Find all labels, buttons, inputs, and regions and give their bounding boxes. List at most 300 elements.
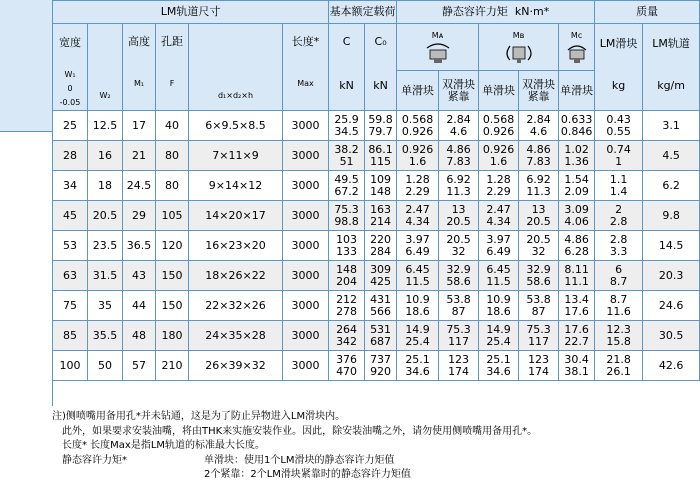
cell-mb1-top: 1.28 [486, 172, 511, 186]
cell-w2: 35 [88, 291, 123, 321]
rail-dims-header: LM轨道尺寸 [53, 1, 329, 24]
cell-max: 3000 [283, 141, 329, 171]
cell-ma1-bottom: 18.6 [405, 304, 430, 318]
cell-blk [595, 111, 643, 141]
cell-c0-bottom: 425 [370, 274, 392, 288]
cell-ma1-bottom: 11.5 [405, 274, 430, 288]
cell-hole: 24×35×28 [189, 321, 283, 351]
cell-ma1 [397, 261, 439, 291]
cell-c-bottom: 204 [336, 274, 358, 288]
cell-ma1-bottom: 4.34 [405, 214, 430, 228]
cell-mb1 [479, 261, 519, 291]
cell-mb2-bottom: 32 [531, 244, 546, 258]
cell-ma1-bottom: 1.6 [408, 154, 427, 168]
cell-ma2-top: 2.84 [446, 112, 471, 126]
cell-mb1 [479, 321, 519, 351]
cell-ma1 [397, 111, 439, 141]
table-row [53, 111, 700, 141]
cell-ma1 [397, 321, 439, 351]
cell-c [329, 201, 365, 231]
cell-w1: 34 [53, 171, 88, 201]
table-row [53, 201, 700, 231]
cell-mb1-top: 6.45 [486, 262, 511, 276]
mc-moment-icon [562, 42, 592, 64]
height-header: 高度 M₁ [123, 24, 156, 111]
cell-f: 150 [156, 291, 189, 321]
cell-ma1 [397, 291, 439, 321]
cell-ma1 [397, 141, 439, 171]
table-row [53, 231, 700, 261]
cell-c0 [365, 321, 397, 351]
cell-mb2 [519, 201, 559, 231]
basic-load-header: 基本额定载荷 [329, 1, 397, 24]
spec-table-body [53, 111, 700, 381]
cell-hole: 6×9.5×8.5 [189, 111, 283, 141]
cell-mb2 [519, 291, 559, 321]
mb-icon-cell: Mʙ [479, 24, 559, 71]
cell-c-top: 264 [336, 322, 358, 336]
cell-mb2-top: 4.86 [526, 142, 551, 156]
cell-blk-bottom: 3.3 [609, 244, 628, 258]
cell-hole: 9×14×12 [189, 171, 283, 201]
cell-ma2-bottom: 32 [451, 244, 466, 258]
cell-c0-bottom: 148 [370, 184, 392, 198]
cell-mc-top: 3.09 [564, 202, 589, 216]
cell-c-top: 49.5 [334, 172, 359, 186]
mb-double-header: 双滑块紧靠 [519, 71, 559, 111]
cell-max: 3000 [283, 111, 329, 141]
cell-ma1-top: 0.926 [401, 142, 434, 156]
cell-c-top: 38.2 [334, 142, 359, 156]
cell-c0-top: 431 [370, 292, 392, 306]
cell-hole: 16×23×20 [189, 231, 283, 261]
cell-c0 [365, 291, 397, 321]
cell-mc-bottom: 2.09 [564, 184, 589, 198]
cell-mc-bottom: 17.6 [564, 304, 589, 318]
ma-single-header: 单滑块 [397, 71, 439, 111]
cell-max: 3000 [283, 291, 329, 321]
cell-mb2-top: 32.9 [526, 262, 551, 276]
mb-single-header: 单滑块 [479, 71, 519, 111]
cell-m1: 48 [123, 321, 156, 351]
cell-blk-top: 6 [615, 262, 623, 276]
cell-m1: 57 [123, 351, 156, 381]
cell-mc-top: 8.11 [564, 262, 589, 276]
cell-c0 [365, 231, 397, 261]
cell-mb1-bottom: 0.926 [482, 124, 515, 138]
cell-c-bottom: 67.2 [334, 184, 359, 198]
cell-blk-bottom: 2.8 [609, 214, 628, 228]
cell-max: 3000 [283, 351, 329, 381]
cell-mb1-bottom: 11.5 [486, 274, 511, 288]
cell-blk-top: 8.7 [609, 292, 628, 306]
cell-f: 120 [156, 231, 189, 261]
cell-ma2-bottom: 58.6 [446, 274, 471, 288]
cell-mb2-top: 20.5 [526, 232, 551, 246]
ma-moment-icon [421, 42, 455, 64]
cell-blk-top: 0.74 [606, 142, 631, 156]
cell-c [329, 171, 365, 201]
cell-w2: 20.5 [88, 201, 123, 231]
cell-mc-top: 0.633 [560, 112, 593, 126]
cell-ma1-bottom: 6.49 [405, 244, 430, 258]
cell-mb2 [519, 351, 559, 381]
cell-c [329, 321, 365, 351]
cell-mb2-bottom: 174 [528, 364, 550, 378]
cell-mc [559, 111, 595, 141]
cell-mb1-top: 14.9 [486, 322, 511, 336]
cell-ma1-top: 1.28 [405, 172, 430, 186]
cell-blk-bottom: 8.7 [609, 274, 628, 288]
cell-ma2-top: 20.5 [446, 232, 471, 246]
cell-c [329, 261, 365, 291]
cell-mb2 [519, 111, 559, 141]
cell-c [329, 141, 365, 171]
table-row [53, 141, 700, 171]
cell-m1: 36.5 [123, 231, 156, 261]
cell-c0-bottom: 687 [370, 334, 392, 348]
cell-c0-bottom: 920 [370, 364, 392, 378]
cell-mb2-bottom: 117 [528, 334, 550, 348]
cell-mb2-bottom: 87 [531, 304, 546, 318]
cell-rail: 9.8 [643, 201, 700, 231]
spec-table [52, 0, 700, 381]
cell-c-bottom: 98.8 [334, 214, 359, 228]
cell-max: 3000 [283, 201, 329, 231]
cell-ma2-top: 32.9 [446, 262, 471, 276]
cell-ma2 [439, 201, 479, 231]
c0-header: C₀ kN [365, 24, 397, 111]
cell-blk-top: 2 [615, 202, 623, 216]
cell-ma2-top: 123 [448, 352, 470, 366]
cell-blk-top: 21.8 [606, 352, 631, 366]
cell-c0-top: 59.8 [368, 112, 393, 126]
cell-mc-bottom: 0.846 [560, 124, 593, 138]
note-3: 长度* 长度Max是指LM轨道的标准最大长度。 [62, 440, 266, 451]
rail-mass-header: LM轨道 kg/m [643, 24, 700, 111]
cell-w2: 35.5 [88, 321, 123, 351]
cell-w2: 18 [88, 171, 123, 201]
cell-blk-bottom: 0.55 [606, 124, 631, 138]
cell-c0-bottom: 79.7 [368, 124, 393, 138]
cell-c-top: 212 [336, 292, 358, 306]
cell-c0 [365, 261, 397, 291]
static-moment-header: 静态容许力矩 kN·m* [397, 1, 595, 24]
cell-blk-bottom: 11.6 [606, 304, 631, 318]
mc-single-header: 单滑块 [559, 71, 595, 111]
cell-c0-bottom: 214 [370, 214, 392, 228]
hole-header: d₁×d₂×h [189, 24, 283, 111]
ma-double-header: 双滑块紧靠 [439, 71, 479, 111]
cell-f: 105 [156, 201, 189, 231]
cell-mb1 [479, 291, 519, 321]
cell-ma1-top: 25.1 [405, 352, 430, 366]
cell-blk [595, 291, 643, 321]
cell-mc-top: 30.4 [564, 352, 589, 366]
cell-ma1 [397, 171, 439, 201]
table-row [53, 171, 700, 201]
note-1: 注)侧喷嘴用备用孔*并未钻通，这是为了防止异物进入LM滑块内。 [52, 411, 346, 422]
table-row [53, 291, 700, 321]
cell-w2: 23.5 [88, 231, 123, 261]
width-header: 宽度 W₁ 0 -0.05 [53, 24, 88, 111]
cell-c-bottom: 278 [336, 304, 358, 318]
cell-w2: 16 [88, 141, 123, 171]
cell-ma1-bottom: 25.4 [405, 334, 430, 348]
cell-c0 [365, 201, 397, 231]
cell-ma2 [439, 231, 479, 261]
cell-c0 [365, 171, 397, 201]
cell-ma2-bottom: 117 [448, 334, 470, 348]
cell-mc-top: 1.02 [564, 142, 589, 156]
cell-blk [595, 171, 643, 201]
cell-blk [595, 201, 643, 231]
pitch-header: 孔距 F [156, 24, 189, 111]
cell-mb2-top: 75.3 [526, 322, 551, 336]
cell-mb1 [479, 111, 519, 141]
cell-ma2-top: 4.86 [446, 142, 471, 156]
cell-mb1-top: 25.1 [486, 352, 511, 366]
cell-mb1 [479, 201, 519, 231]
cell-w1: 28 [53, 141, 88, 171]
cell-mb1-bottom: 4.34 [486, 214, 511, 228]
cell-hole: 14×20×17 [189, 201, 283, 231]
cell-ma2-top: 53.8 [446, 292, 471, 306]
cell-mb2-top: 6.92 [526, 172, 551, 186]
cell-blk-top: 2.8 [609, 232, 628, 246]
cell-mb2 [519, 171, 559, 201]
cell-m1: 21 [123, 141, 156, 171]
cell-mc-top: 4.86 [564, 232, 589, 246]
cell-ma2-top: 13 [451, 202, 466, 216]
cell-c0-top: 163 [370, 202, 392, 216]
cell-mc-bottom: 11.1 [564, 274, 589, 288]
cell-hole: 18×26×22 [189, 261, 283, 291]
cell-mb1-top: 2.47 [486, 202, 511, 216]
cell-c-bottom: 133 [336, 244, 358, 258]
cell-ma2-bottom: 7.83 [446, 154, 471, 168]
cell-mc [559, 321, 595, 351]
cell-c0-top: 109 [370, 172, 392, 186]
cell-c0-top: 737 [370, 352, 392, 366]
cell-c0-top: 86.1 [368, 142, 393, 156]
cell-c0-top: 309 [370, 262, 392, 276]
cell-mb1-top: 0.926 [482, 142, 515, 156]
cell-mc-top: 13.4 [564, 292, 589, 306]
cell-blk-top: 1.1 [609, 172, 628, 186]
cell-mb2-top: 13 [531, 202, 546, 216]
cell-mb1 [479, 171, 519, 201]
cell-f: 150 [156, 261, 189, 291]
cell-max: 3000 [283, 231, 329, 261]
cell-max: 3000 [283, 321, 329, 351]
cell-c [329, 231, 365, 261]
cell-mb1-bottom: 34.6 [486, 364, 511, 378]
cell-ma2-bottom: 174 [448, 364, 470, 378]
cell-mb2 [519, 321, 559, 351]
cell-mb2-top: 123 [528, 352, 550, 366]
cell-mb2-bottom: 11.3 [526, 184, 551, 198]
cell-ma2-bottom: 4.6 [449, 124, 468, 138]
ma-icon-cell: Mᴀ [397, 24, 479, 71]
cell-ma2-top: 75.3 [446, 322, 471, 336]
cell-ma2-bottom: 11.3 [446, 184, 471, 198]
cell-mb1-bottom: 1.6 [489, 154, 508, 168]
cell-ma2 [439, 141, 479, 171]
cell-hole: 7×11×9 [189, 141, 283, 171]
cell-f: 180 [156, 321, 189, 351]
cell-f: 210 [156, 351, 189, 381]
cell-mc-top: 17.6 [564, 322, 589, 336]
notes-block [52, 410, 537, 483]
cell-rail: 6.2 [643, 171, 700, 201]
cell-mb1-bottom: 2.29 [486, 184, 511, 198]
cell-m1: 43 [123, 261, 156, 291]
table-row [53, 351, 700, 381]
cell-c0-top: 220 [370, 232, 392, 246]
cell-mb1-bottom: 6.49 [486, 244, 511, 258]
cell-ma1-top: 2.47 [405, 202, 430, 216]
cell-mb2 [519, 261, 559, 291]
cell-blk-bottom: 26.1 [606, 364, 631, 378]
cell-ma2 [439, 291, 479, 321]
cell-c-bottom: 51 [339, 154, 354, 168]
cell-blk [595, 231, 643, 261]
cell-mc-bottom: 4.06 [564, 214, 589, 228]
cell-mc [559, 141, 595, 171]
cell-f: 80 [156, 171, 189, 201]
cell-mb1 [479, 351, 519, 381]
cell-ma1 [397, 201, 439, 231]
cell-c [329, 291, 365, 321]
c-header: C kN [329, 24, 365, 111]
cell-c-top: 376 [336, 352, 358, 366]
note-5: 2个紧靠：2个LM滑块紧靠时的静态容许力矩值 [204, 469, 411, 480]
cell-w1: 25 [53, 111, 88, 141]
cell-blk-top: 12.3 [606, 322, 631, 336]
cell-max: 3000 [283, 171, 329, 201]
cell-c0-bottom: 566 [370, 304, 392, 318]
cell-rail: 24.6 [643, 291, 700, 321]
cell-mb2-bottom: 20.5 [526, 214, 551, 228]
cell-mc-bottom: 22.7 [564, 334, 589, 348]
cell-hole: 26×39×32 [189, 351, 283, 381]
cell-mb2 [519, 141, 559, 171]
cell-mc-bottom: 6.28 [564, 244, 589, 258]
cell-blk [595, 351, 643, 381]
cell-hole: 22×32×26 [189, 291, 283, 321]
cell-mc [559, 291, 595, 321]
cell-c0-bottom: 115 [370, 154, 392, 168]
cell-c [329, 351, 365, 381]
cell-ma2-bottom: 87 [451, 304, 466, 318]
cell-w2: 50 [88, 351, 123, 381]
block-mass-header: LM滑块 kg [595, 24, 643, 111]
cell-mb2-top: 2.84 [526, 112, 551, 126]
mc-icon-cell: Mᴄ [559, 24, 595, 71]
cell-blk [595, 261, 643, 291]
left-margin-band [0, 0, 53, 406]
cell-ma2-bottom: 20.5 [446, 214, 471, 228]
cell-w1: 63 [53, 261, 88, 291]
cell-m1: 29 [123, 201, 156, 231]
cell-ma1-bottom: 34.6 [405, 364, 430, 378]
cell-blk [595, 141, 643, 171]
table-row [53, 321, 700, 351]
cell-mb2-bottom: 4.6 [529, 124, 548, 138]
cell-mc-bottom: 38.1 [564, 364, 589, 378]
cell-c0 [365, 141, 397, 171]
cell-c0 [365, 351, 397, 381]
cell-w1: 45 [53, 201, 88, 231]
cell-blk-bottom: 1.4 [609, 184, 628, 198]
cell-mb1 [479, 231, 519, 261]
cell-mb1-top: 0.568 [482, 112, 515, 126]
cell-rail: 3.1 [643, 111, 700, 141]
cell-mb1-bottom: 18.6 [486, 304, 511, 318]
cell-rail: 42.6 [643, 351, 700, 381]
cell-w2: 31.5 [88, 261, 123, 291]
cell-ma1-top: 14.9 [405, 322, 430, 336]
mass-header: 质量 [595, 1, 700, 24]
cell-c0 [365, 111, 397, 141]
mb-moment-icon [502, 42, 536, 64]
cell-w2: 12.5 [88, 111, 123, 141]
cell-ma2 [439, 261, 479, 291]
cell-mb1-bottom: 25.4 [486, 334, 511, 348]
cell-rail: 14.5 [643, 231, 700, 261]
cell-ma1-top: 0.568 [401, 112, 434, 126]
cell-blk [595, 321, 643, 351]
cell-mc [559, 231, 595, 261]
cell-mc [559, 171, 595, 201]
cell-f: 80 [156, 141, 189, 171]
cell-c-bottom: 470 [336, 364, 358, 378]
cell-m1: 17 [123, 111, 156, 141]
cell-rail: 4.5 [643, 141, 700, 171]
cell-mc [559, 351, 595, 381]
cell-m1: 24.5 [123, 171, 156, 201]
w2-header: W₂ [88, 24, 123, 111]
cell-ma1-bottom: 2.29 [405, 184, 430, 198]
cell-mb1-top: 3.97 [486, 232, 511, 246]
cell-f: 40 [156, 111, 189, 141]
cell-mb1 [479, 141, 519, 171]
cell-c0-bottom: 284 [370, 244, 392, 258]
cell-c0-top: 531 [370, 322, 392, 336]
cell-mc [559, 201, 595, 231]
cell-ma1-top: 6.45 [405, 262, 430, 276]
cell-mb2 [519, 231, 559, 261]
cell-blk-bottom: 1 [615, 154, 623, 168]
cell-blk-bottom: 15.8 [606, 334, 631, 348]
note-2: 此外，如果要求安装油嘴，将由THK来实施安装作业。因此，除安装油嘴之外，请勿使用侧喷嘴用备用孔*。 [62, 425, 538, 437]
cell-ma2 [439, 351, 479, 381]
cell-ma2 [439, 321, 479, 351]
cell-mb2-bottom: 7.83 [526, 154, 551, 168]
cell-w1: 75 [53, 291, 88, 321]
cell-c-top: 75.3 [334, 202, 359, 216]
cell-max: 3000 [283, 261, 329, 291]
cell-ma2 [439, 171, 479, 201]
cell-c [329, 111, 365, 141]
cell-blk-top: 0.43 [606, 112, 631, 126]
cell-mc [559, 261, 595, 291]
cell-c-bottom: 342 [336, 334, 358, 348]
cell-ma1-bottom: 0.926 [401, 124, 434, 138]
cell-mb2-bottom: 58.6 [526, 274, 551, 288]
cell-c-bottom: 34.5 [334, 124, 359, 138]
